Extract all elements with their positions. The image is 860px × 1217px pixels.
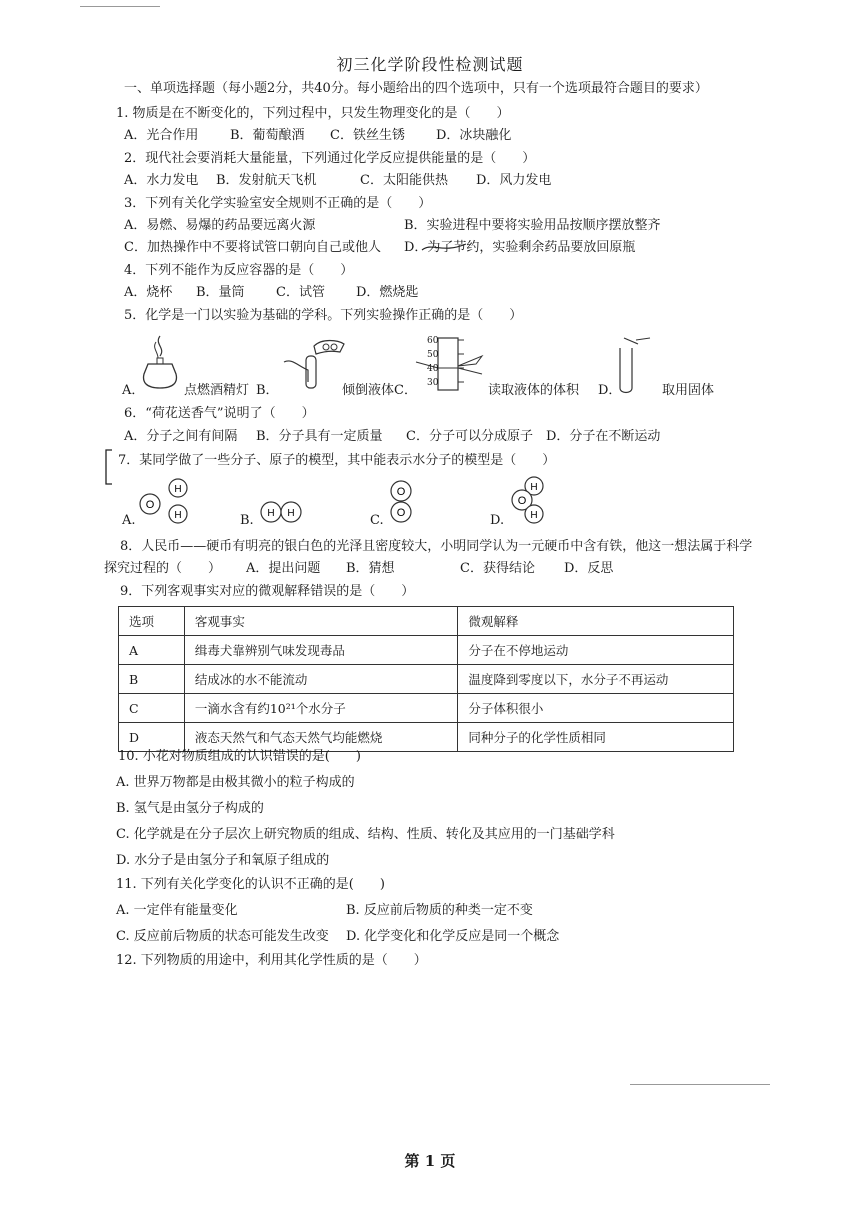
q2-option-c: C．太阳能供热 — [360, 173, 448, 188]
q1-option-c: C．铁丝生锈 — [330, 128, 405, 143]
q7-a-atom-h1: H — [174, 484, 182, 495]
table-header-row — [119, 607, 734, 636]
q7-d-atom-h1: H — [530, 482, 538, 493]
q4-option-b: B．量筒 — [196, 285, 245, 300]
q7-d-atom-o: O — [517, 495, 527, 507]
q6-option-c: C．分子可以分成原子 — [406, 429, 533, 444]
table-cell: C — [119, 694, 185, 723]
q7-c-atom-o2: O — [396, 507, 406, 519]
table-cell: 缉毒犬靠辨别气味发现毒品 — [184, 636, 458, 665]
q3-option-a: A．易燃、易爆的药品要远离火源 — [124, 218, 316, 233]
page-title: 初三化学阶段性检测试题 — [336, 55, 524, 74]
table-cell: 分子在不停地运动 — [458, 636, 734, 665]
question-8-stem: 8．人民币——硬币有明亮的银白色的光泽且密度较大，小明同学认为一元硬币中含有铁，他这一想法属于科学 — [120, 539, 753, 554]
q7-d-atom-h2: H — [530, 510, 538, 521]
question-12-stem: 12. 下列物质的用途中，利用其化学性质的是（ ） — [116, 953, 427, 968]
handwritten-bracket — [102, 448, 116, 488]
table-cell: 分子体积很小 — [458, 694, 734, 723]
q10-option-a: A. 世界万物都是由极其微小的粒子构成的 — [116, 775, 355, 790]
q10-option-c: C. 化学就是在分子层次上研究物质的组成、结构、性质、转化及其应用的一门基础学科 — [116, 827, 615, 842]
q8-option-a: A．提出问题 — [246, 561, 321, 576]
q5-option-c-label: C． — [394, 383, 417, 398]
q7-a-atom-o: O — [145, 499, 155, 511]
q6-option-d: D．分子在不断运动 — [546, 429, 661, 444]
table-cell: 温度降到零度以下，水分子不再运动 — [458, 665, 734, 694]
q7-model-d — [508, 476, 548, 526]
q1-option-a: A．光合作用 — [124, 128, 199, 143]
table-cell: 液态天然气和气态天然气均能燃烧 — [184, 723, 458, 752]
table-row — [119, 665, 734, 694]
q2-option-a: A．水力发电 — [124, 173, 199, 188]
q5-option-c-caption: 读取液体的体积 — [488, 383, 580, 398]
question-9-stem: 9．下列客观事实对应的微观解释错误的是（ ） — [120, 584, 415, 599]
q5-option-b-caption: 倾倒液体 — [342, 383, 395, 398]
test-tube-figure — [610, 334, 654, 396]
cylinder-scale-30: 30 — [427, 378, 439, 388]
question-6-stem: 6．“荷花送香气”说明了（ ） — [124, 406, 315, 421]
question-11-stem: 11. 下列有关化学变化的认识不正确的是( ) — [116, 877, 385, 892]
section-heading: 一、单项选择题（每小题2分，共40分。每小题给出的四个选项中，只有一个选项最符合题目的要求） — [124, 81, 708, 96]
pouring-liquid-figure — [278, 332, 348, 392]
table-header-cell: 微观解释 — [458, 607, 734, 636]
q8-option-d: D．反思 — [564, 561, 614, 576]
graduated-cylinder-figure — [412, 334, 484, 394]
q5-option-b-label: B． — [256, 383, 279, 398]
q4-option-d: D．燃烧匙 — [356, 285, 419, 300]
question-1-stem: 1. 物质是在不断变化的，下列过程中，只发生物理变化的是（ ） — [116, 106, 510, 121]
q7-option-b-label: B. — [240, 513, 254, 528]
q3-option-b: B．实验进程中要将实验用品按顺序摆放整齐 — [404, 218, 661, 233]
q7-a-atom-h2: H — [174, 510, 182, 521]
q7-c-atom-o1: O — [396, 486, 406, 498]
q3-option-d: D．为了节约，实验剩余药品要放回原瓶 — [404, 240, 636, 255]
page-number: 第 1 页 — [404, 1152, 456, 1170]
q7-model-b — [260, 500, 304, 524]
q11-option-b: B. 反应前后物质的种类一定不变 — [346, 903, 533, 918]
q5-option-a-label: A． — [122, 383, 145, 398]
q5-option-d-caption: 取用固体 — [662, 383, 715, 398]
table-cell: 结成冰的水不能流动 — [184, 665, 458, 694]
table-header-cell: 选项 — [119, 607, 185, 636]
q2-option-b: B．发射航天飞机 — [216, 173, 317, 188]
table-header-cell: 客观事实 — [184, 607, 458, 636]
q6-option-a: A．分子之间有间隔 — [124, 429, 238, 444]
q5-option-a-caption: 点燃酒精灯 — [184, 383, 250, 398]
cylinder-scale-40: 40 — [427, 364, 439, 374]
q1-option-b: B．葡萄酿酒 — [230, 128, 305, 143]
q2-option-d: D．风力发电 — [476, 173, 552, 188]
alcohol-lamp-figure — [138, 334, 188, 390]
q10-option-d: D. 水分子是由氢分子和氧原子组成的 — [116, 853, 330, 868]
q11-option-d: D. 化学变化和化学反应是同一个概念 — [346, 929, 560, 944]
q7-option-d-label: D. — [490, 513, 505, 528]
question-8-stem-cont: 探究过程的（ ） — [104, 561, 222, 576]
question-7-stem: 7．某同学做了一些分子、原子的模型，其中能表示水分子的模型是（ ） — [118, 453, 556, 468]
q9-table — [118, 606, 734, 752]
q6-option-b: B．分子具有一定质量 — [256, 429, 383, 444]
question-2-stem: 2．现代社会要消耗大量能量，下列通过化学反应提供能量的是（ ） — [124, 151, 536, 166]
table-cell: A — [119, 636, 185, 665]
q7-b-atom-h1: H — [267, 508, 275, 519]
table-cell: B — [119, 665, 185, 694]
q8-option-c: C．获得结论 — [460, 561, 535, 576]
question-5-stem: 5．化学是一门以实验为基础的学科。下列实验操作正确的是（ ） — [124, 308, 523, 323]
q7-option-c-label: C. — [370, 513, 384, 528]
table-row — [119, 636, 734, 665]
q7-b-atom-h2: H — [287, 508, 295, 519]
q11-option-a: A. 一定伴有能量变化 — [116, 903, 238, 918]
scan-mark-bottom — [630, 1084, 770, 1085]
question-3-stem: 3．下列有关化学实验室安全规则不正确的是（ ） — [124, 196, 432, 211]
cylinder-scale-50: 50 — [427, 350, 439, 360]
question-4-stem: 4．下列不能作为反应容器的是（ ） — [124, 263, 354, 278]
q7-model-a — [138, 476, 194, 526]
q5-option-d-label: D． — [598, 383, 622, 398]
handwritten-strike — [420, 240, 470, 254]
table-cell: D — [119, 723, 185, 752]
table-cell: 同种分子的化学性质相同 — [458, 723, 734, 752]
q8-option-b: B．猜想 — [346, 561, 395, 576]
table-row — [119, 694, 734, 723]
question-10-stem: 10. 小花对物质组成的认识错误的是( ) — [118, 749, 361, 764]
table-cell: 一滴水含有约10²¹个水分子 — [184, 694, 458, 723]
scan-mark-top — [80, 6, 160, 7]
q4-option-a: A．烧杯 — [124, 285, 173, 300]
q3-option-c: C．加热操作中不要将试管口朝向自己或他人 — [124, 240, 381, 255]
cylinder-scale-60: 60 — [427, 336, 439, 346]
q7-option-a-label: A. — [122, 513, 136, 528]
q7-model-c — [388, 478, 414, 526]
q4-option-c: C．试管 — [276, 285, 325, 300]
q10-option-b: B. 氢气是由氢分子构成的 — [116, 801, 264, 816]
q11-option-c: C. 反应前后物质的状态可能发生改变 — [116, 929, 329, 944]
q1-option-d: D．冰块融化 — [436, 128, 512, 143]
